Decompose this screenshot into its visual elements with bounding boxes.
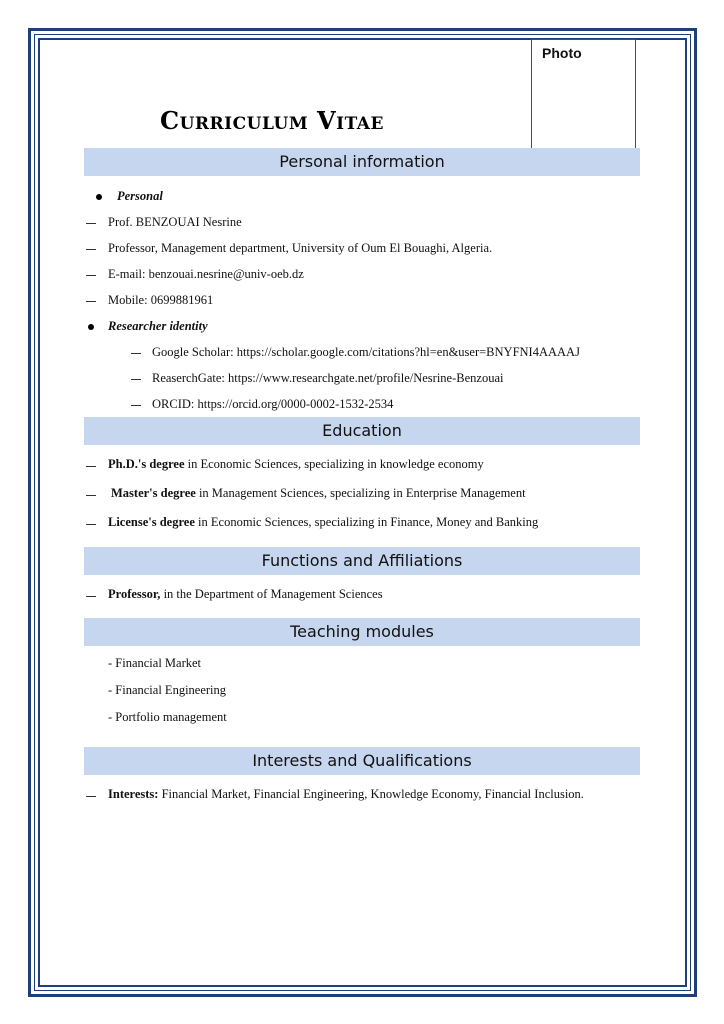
researcher-researchgate: ReaserchGate: https://www.researchgate.net/profile/Nesrine-Benzouai <box>152 371 504 385</box>
dash-marker <box>86 249 96 250</box>
dash-marker <box>131 353 141 354</box>
dash-marker <box>86 796 96 797</box>
bullet-dot <box>88 324 94 330</box>
researcher-subheading: Researcher identity <box>108 319 208 333</box>
function-item <box>108 587 383 602</box>
personal-name: Prof. BENZOUAI Nesrine <box>108 215 242 229</box>
photo-label: Photo <box>542 45 582 61</box>
education-item <box>108 515 538 530</box>
section-interests-qualifications: Interests and Qualifications <box>84 747 640 775</box>
dash-marker <box>86 495 96 496</box>
bullet-dot <box>96 194 102 200</box>
dash-marker <box>86 301 96 302</box>
function-role: Professor, <box>108 587 161 601</box>
dash-marker <box>86 466 96 467</box>
education-degree: Ph.D.'s degree <box>108 457 185 471</box>
teaching-module: - Financial Market <box>108 656 202 670</box>
education-detail: in Economic Sciences, specializing in knowledge economy <box>184 457 484 471</box>
dash-marker <box>131 379 141 380</box>
interests-item <box>108 787 584 802</box>
dash-marker <box>86 275 96 276</box>
interests-detail: Financial Market, Financial Engineering, Knowledge Economy, Financial Inclusion. <box>158 787 584 801</box>
personal-mobile: Mobile: 0699881961 <box>108 293 214 307</box>
dash-marker <box>86 223 96 224</box>
teaching-module: - Financial Engineering <box>108 683 227 697</box>
inner-border <box>38 38 687 987</box>
section-teaching-modules: Teaching modules <box>84 618 640 646</box>
section-functions-affiliations: Functions and Affiliations <box>84 547 640 575</box>
education-item <box>111 486 526 501</box>
photo-placeholder <box>531 39 636 149</box>
dash-marker <box>131 405 141 406</box>
teaching-module: - Portfolio management <box>108 710 227 724</box>
page-title: Curriculum Vitae <box>160 106 384 135</box>
personal-email: E-mail: benzouai.nesrine@univ-oeb.dz <box>108 267 304 281</box>
education-degree: Master's degree <box>111 486 196 500</box>
section-personal-information: Personal information <box>84 148 640 176</box>
education-detail: in Economic Sciences, specializing in Finance, Money and Banking <box>194 515 539 529</box>
function-detail: in the Department of Management Sciences <box>160 587 383 601</box>
education-detail: in Management Sciences, specializing in Enterprise Management <box>195 486 526 500</box>
education-degree: License's degree <box>108 515 195 529</box>
researcher-orcid: ORCID: https://orcid.org/0000-0002-1532-2534 <box>152 397 394 411</box>
interests-label: Interests: <box>108 787 159 801</box>
section-education: Education <box>84 417 640 445</box>
dash-marker <box>86 596 96 597</box>
personal-position: Professor, Management department, University of Oum El Bouaghi, Algeria. <box>108 241 493 255</box>
personal-subheading: Personal <box>117 189 163 203</box>
researcher-google-scholar: Google Scholar: https://scholar.google.com/citations?hl=en&user=BNYFNI4AAAAJ <box>152 345 580 359</box>
education-item <box>108 457 484 472</box>
dash-marker <box>86 524 96 525</box>
